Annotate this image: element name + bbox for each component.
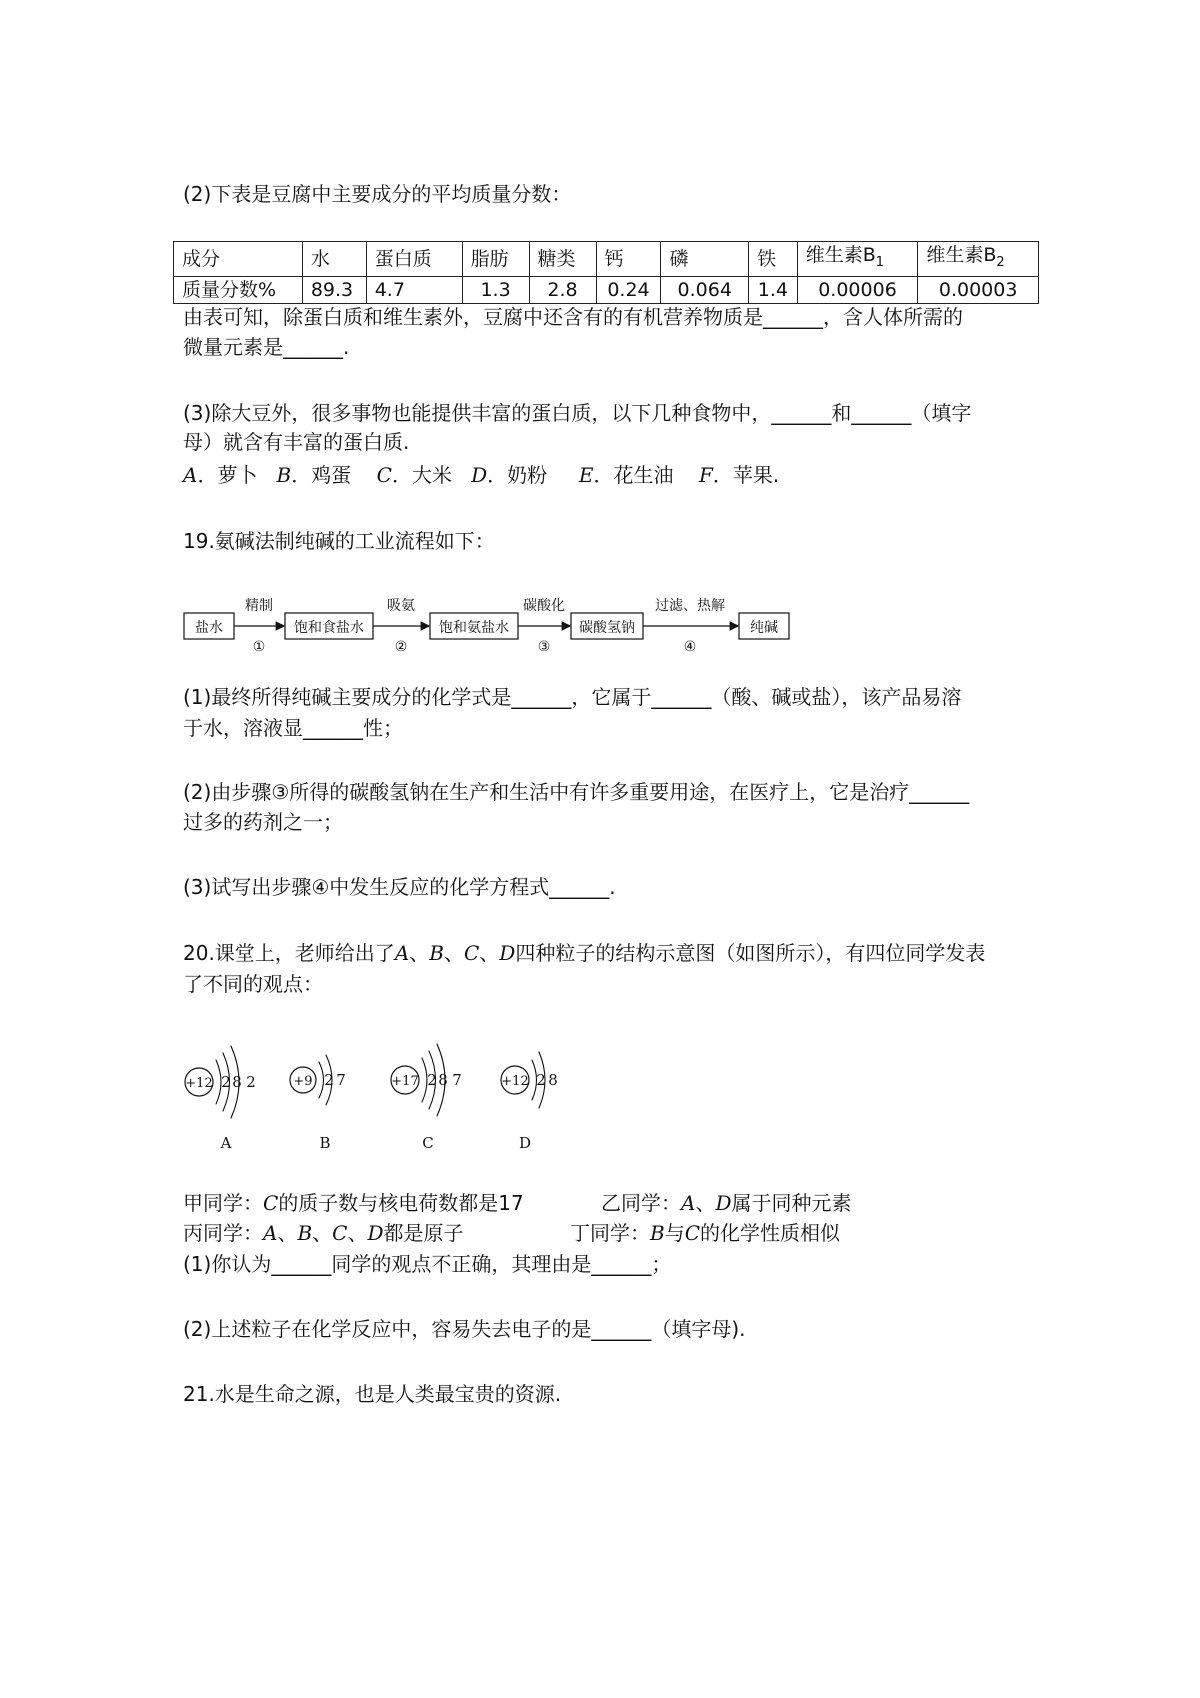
option-text: ．鸡蛋 (291, 463, 352, 487)
table-cell: 成分 (174, 242, 303, 277)
flow-step-number: ② (394, 639, 408, 655)
table-cell: 89.3 (302, 276, 366, 303)
table-cell: 2.8 (529, 276, 596, 303)
q19-part1-line1: (1)最终所得纯碱主要成分的化学式是______，它属于______（酸、碱或盐），该产品易溶 (183, 685, 962, 709)
particle-a-diagram (185, 1046, 256, 1152)
svg-text:+12: +12 (185, 1076, 213, 1091)
svg-text:7: 7 (336, 1071, 346, 1089)
composition-table (173, 241, 1039, 304)
q18-part3-line2: 母）就含有丰富的蛋白质. (183, 430, 410, 454)
q20-student-ding: 丁同学：B与C的化学性质相似 (570, 1221, 841, 1245)
flow-step-label: 吸氨 (387, 598, 415, 614)
q19-part2-line2: 过多的药剂之一； (183, 810, 343, 834)
svg-text:D: D (518, 1134, 532, 1152)
q18-part2-line1: 由表可知，除蛋白质和维生素外，豆腐中还含有的有机营养物质是______，含人体所需的 (183, 305, 963, 329)
q19-title: 19.氨碱法制纯碱的工业流程如下： (183, 529, 495, 553)
svg-text:B: B (319, 1134, 331, 1152)
table-cell: 1.3 (462, 276, 529, 303)
table-header-row (174, 242, 1039, 277)
q20-student-bing: 丙同学：A、B、C、D都是原子 (183, 1221, 464, 1245)
q20-student-jia: 甲同学：C的质子数与核电荷数都是17 (183, 1191, 524, 1215)
table-cell: 1.4 (749, 276, 798, 303)
option-text: ．花生油 (593, 463, 674, 487)
q19-part1-line2: 于水，溶液显______性； (183, 716, 403, 740)
table-cell: 0.00006 (797, 276, 918, 303)
particle-b-diagram (290, 1055, 346, 1152)
particle-d-diagram (501, 1052, 558, 1152)
svg-text:+12: +12 (501, 1074, 529, 1089)
table-cell: 0.064 (661, 276, 749, 303)
option-letter: C (376, 463, 392, 487)
table-cell: 0.00003 (918, 276, 1039, 303)
q20-title-line1: 20.课堂上，老师给出了A、B、C、D四种粒子的结构示意图（如图所示），有四位同学发表 (183, 941, 986, 965)
flow-step-label: 过滤、热解 (655, 598, 725, 614)
option-letter: E (578, 463, 594, 487)
table-cell: 维生素$B_1$ (797, 242, 918, 277)
option-letter: B (276, 463, 292, 487)
flow-step-label: 精制 (245, 598, 273, 614)
flow-box-label: 饱和氨盐水 (439, 620, 509, 636)
table-row (174, 276, 1039, 303)
flow-box-label: 盐水 (195, 620, 223, 636)
table-cell: 糖类 (529, 242, 596, 277)
q21-title: 21.水是生命之源，也是人类最宝贵的资源. (183, 1382, 562, 1406)
table-cell: 4.7 (366, 276, 462, 303)
svg-text:A: A (220, 1134, 232, 1152)
svg-text:+9: +9 (293, 1074, 313, 1089)
table-cell: 维生素$B_2$ (918, 242, 1039, 277)
svg-text:+17: +17 (391, 1074, 419, 1089)
option-text: ．大米 (391, 463, 452, 487)
svg-text:2: 2 (246, 1073, 256, 1091)
svg-text:8: 8 (232, 1073, 242, 1091)
svg-text:8: 8 (548, 1071, 558, 1089)
option-letter: D (471, 463, 488, 487)
option-text: ．苹果. (712, 463, 780, 487)
table-cell: 铁 (749, 242, 798, 277)
svg-text:2: 2 (536, 1071, 546, 1089)
q18-part3-line1: (3)除大豆外，很多事物也能提供丰富的蛋白质，以下几种食物中，______和______（填字 (183, 401, 972, 425)
table-cell: 脂肪 (462, 242, 529, 277)
table-cell: 钙 (596, 242, 661, 277)
particle-c-diagram (391, 1044, 462, 1152)
svg-text:2: 2 (221, 1073, 231, 1091)
option-text: ．萝卜 (197, 463, 258, 487)
flow-box-label: 碳酸氢钠 (579, 620, 635, 636)
table-cell: 水 (302, 242, 366, 277)
flow-box-label: 纯碱 (750, 620, 778, 636)
q18-options (183, 461, 779, 489)
q20-part1: (1)你认为______同学的观点不正确，其理由是______； (183, 1252, 672, 1276)
q19-part2-line1: (2)由步骤③所得的碳酸氢钠在生产和生活中有许多重要用途，在医疗上，它是治疗______ (183, 780, 970, 804)
svg-text:2: 2 (427, 1071, 437, 1089)
q18-part2-line2: 微量元素是______. (183, 335, 350, 359)
option-text: ．奶粉 (487, 463, 548, 487)
svg-text:8: 8 (438, 1071, 448, 1089)
option-letter: A (183, 463, 198, 487)
svg-text:2: 2 (324, 1071, 334, 1089)
particle-structure-diagrams (183, 1028, 583, 1158)
svg-text:7: 7 (452, 1071, 462, 1089)
flow-step-label: 碳酸化 (523, 598, 565, 614)
q20-part2: (2)上述粒子在化学反应中，容易失去电子的是______（填字母). (183, 1317, 746, 1341)
q20-student-yi: 乙同学：A、D属于同种元素 (601, 1191, 852, 1215)
option-letter: F (698, 463, 713, 487)
q19-part3: (3)试写出步骤④中发生反应的化学方程式______. (183, 875, 616, 899)
table-cell: 磷 (661, 242, 749, 277)
table-cell: 蛋白质 (366, 242, 462, 277)
flow-step-number: ① (252, 639, 266, 655)
table-cell: 0.24 (596, 276, 661, 303)
process-flow-diagram (183, 596, 793, 656)
flow-step-number: ④ (683, 639, 697, 655)
table-cell: 质量分数% (174, 276, 303, 303)
flow-box-label: 饱和食盐水 (294, 620, 364, 636)
q18-part2-intro: (2)下表是豆腐中主要成分的平均质量分数： (183, 182, 572, 206)
svg-text:C: C (422, 1134, 434, 1152)
q20-title-line2: 了不同的观点： (183, 972, 323, 996)
flow-step-number: ③ (537, 639, 551, 655)
